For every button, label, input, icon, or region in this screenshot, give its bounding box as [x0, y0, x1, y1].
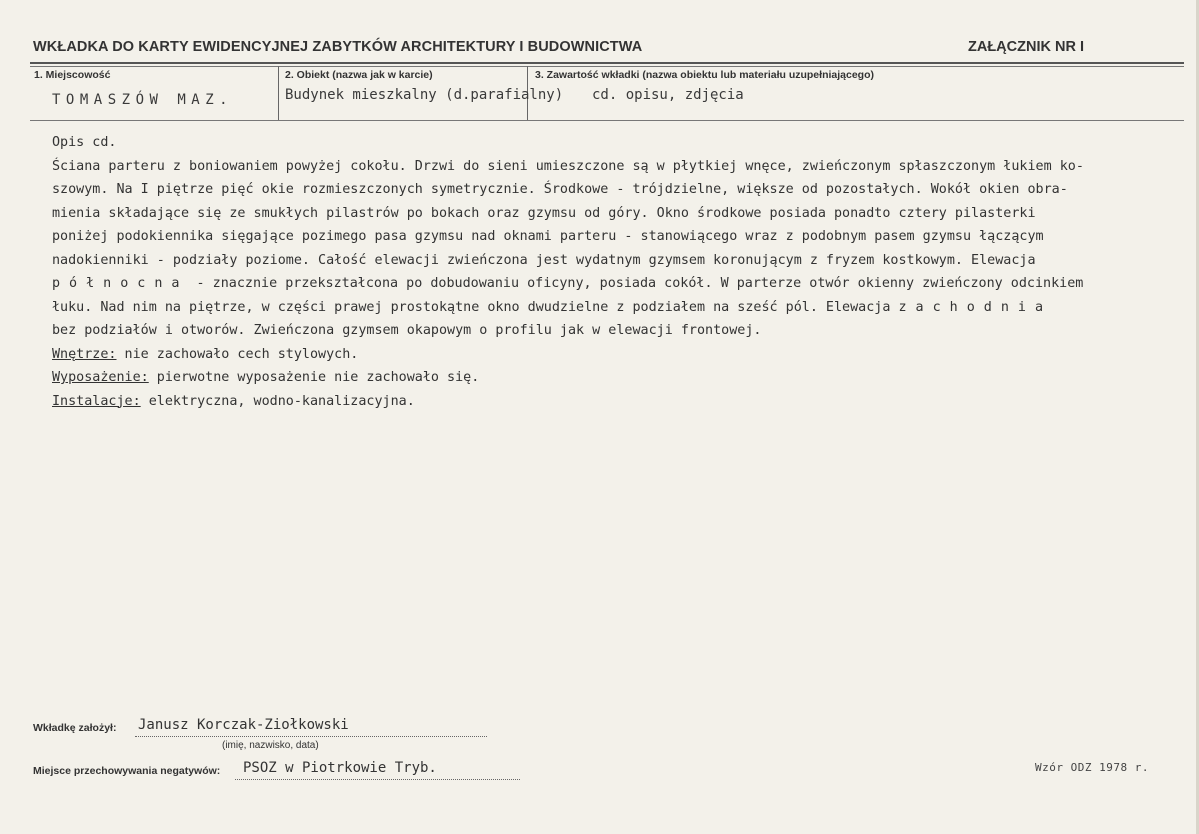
- installations-line: [52, 390, 1142, 414]
- description-line: [52, 296, 1142, 320]
- field-divider-1: [278, 66, 279, 120]
- description-line: mienia składające się ze smukłych pilastrów po bokach oraz gzymsu od góry. Okno środkowe posiada ponadto cztery pilasterki: [52, 205, 1036, 221]
- equipment-text: pierwotne wyposażenie nie zachowało się.: [148, 370, 480, 385]
- description-line: poniżej podokiennika sięgające pozimego pasa gzymsu nad oknami parteru - stanowiącego wraz z podobnym pasem gzymsu łączącym: [52, 229, 1044, 244]
- storage-value: PSOZ w Piotrkowie Tryb.: [243, 760, 437, 776]
- description-line: Ściana parteru z boniowaniem powyżej cokołu. Drzwi do sieni umieszczone są w płytkiej wnęce, zwieńczonym spłaszczonym łukiem ko-: [52, 158, 1084, 174]
- interior-text: nie zachowało cech stylowych.: [116, 346, 359, 362]
- interior-line: [52, 343, 1142, 367]
- locality-value: TOMASZÓW MAZ.: [52, 92, 234, 108]
- author-dotline: [135, 736, 487, 737]
- author-label: Wkładkę założył:: [33, 722, 117, 734]
- description-line: szowym. Na I piętrze pięć okie rozmieszczonych symetrycznie. Środkowe - trójdzielne, większe od pozostałych. Wokół okien obra-: [52, 182, 1068, 197]
- description-segment: - znacznie przekształcona po dobudowaniu oficyny, posiada cokół. W parterze otwór okienny zwieńczony odcinkiem: [188, 276, 1084, 291]
- contents-value: cd. opisu, zdjęcia: [592, 87, 744, 103]
- interior-label: Wnętrze:: [52, 346, 117, 362]
- object-value: Budynek mieszkalny (d.parafialny): [285, 87, 564, 103]
- annex-number: ZAŁĄCZNIK NR I: [968, 39, 1084, 55]
- equipment-label: Wyposażenie:: [52, 370, 149, 385]
- installations-label: Instalacje:: [52, 393, 141, 409]
- description-text: [52, 131, 1142, 413]
- description-line: nadokienniki - podziały poziome. Całość elewacji zwieńczona jest wydatnym gzymsem koronującym z fryzem kostkowym. Elewacja: [52, 252, 1036, 268]
- description-segment: łuku. Nad nim na piętrze, w części prawej prostokątne okno dwudzielne z podziałem na sześć pól. Elewacja: [52, 299, 899, 315]
- north-elevation-term: północna: [52, 276, 189, 291]
- author-note: (imię, nazwisko, data): [222, 740, 319, 751]
- header-rule-thin: [30, 66, 1184, 67]
- form-template-stamp: Wzór ODZ 1978 r.: [1035, 761, 1149, 774]
- west-elevation-term: zachodnia: [898, 299, 1053, 315]
- installations-text: elektryczna, wodno-kanalizacyjna.: [140, 393, 415, 409]
- header-rule: [30, 62, 1184, 64]
- description-line: bez podziałów i otworów. Zwieńczona gzymsem okapowym o profilu jak w elewacji frontowej.: [52, 323, 762, 338]
- locality-label: 1. Miejscowość: [34, 69, 111, 81]
- storage-label: Miejsce przechowywania negatywów:: [33, 765, 221, 777]
- author-value: Janusz Korczak-Ziołkowski: [138, 717, 349, 733]
- storage-dotline: [235, 779, 520, 780]
- equipment-line: [52, 366, 1142, 390]
- description-line: Opis cd.: [52, 135, 117, 150]
- object-label: 2. Obiekt (nazwa jak w karcie): [285, 69, 433, 81]
- description-line: [52, 272, 1142, 296]
- contents-label: 3. Zawartość wkładki (nazwa obiektu lub materiału uzupełniającego): [535, 69, 874, 81]
- card-title: WKŁADKA DO KARTY EWIDENCYJNEJ ZABYTKÓW ARCHITEKTURY I BUDOWNICTWA: [33, 39, 643, 55]
- fields-bottom-rule: [30, 120, 1184, 121]
